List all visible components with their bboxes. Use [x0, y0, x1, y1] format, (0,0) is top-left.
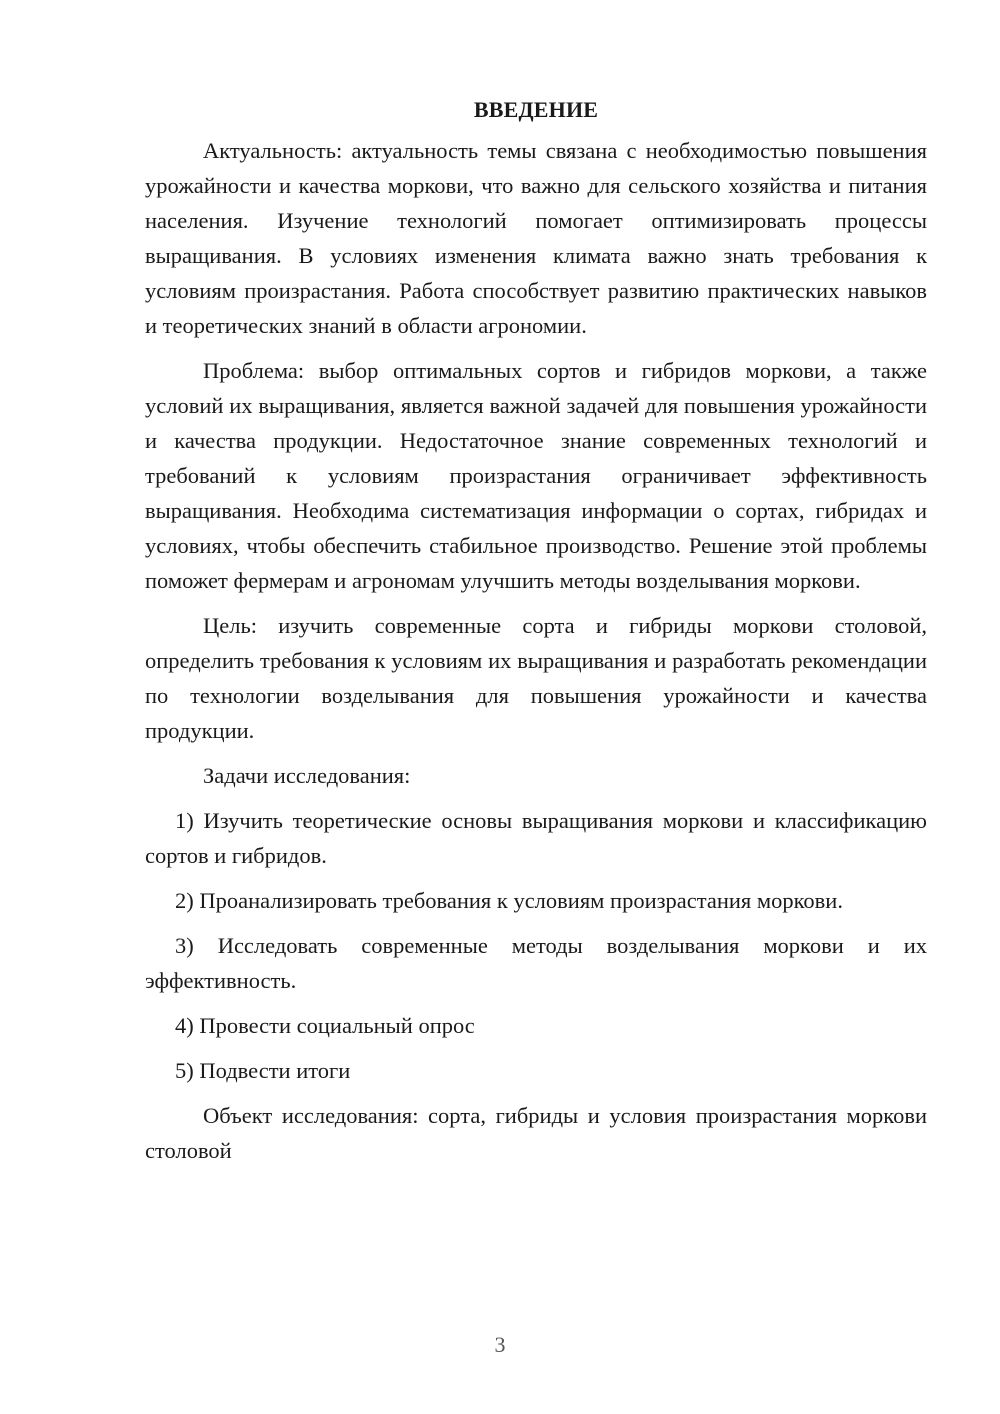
section-heading: ВВЕДЕНИЕ — [473, 97, 599, 122]
problem-paragraph: Проблема: выбор оптимальных сортов и гибридов моркови, а также условий их выращивания, является важной задачей для повышения урожайности и качества продукции. Недостаточное знание современных технологий и требований к условиям произрастания ограничивает эффективность выращивания. Необходима систематизация информации о сортах, гибридах и условиях, чтобы обеспечить стабильное производство. Решение этой проблемы поможет фермерам и агрономам улучшить методы возделывания моркови. — [145, 358, 927, 593]
object-paragraph: Объект исследования: сорта, гибриды и условия произрастания моркови столовой — [145, 1103, 927, 1163]
document-page — [145, 95, 927, 1178]
task-item-3: 3) Исследовать современные методы возделывания моркови и их эффективность. — [145, 933, 927, 993]
tasks-heading: Задачи исследования: — [203, 763, 411, 788]
goal-paragraph: Цель: изучить современные сорта и гибриды моркови столовой, определить требования к условиям их выращивания и разработать рекомендации по технологии возделывания для повышения урожайности и качества продукции. — [145, 613, 927, 743]
relevance-paragraph: Актуальность: актуальность темы связана с необходимостью повышения урожайности и качества моркови, что важно для сельского хозяйства и питания населения. Изучение технологий помогает оптимизировать процессы выращивания. В условиях изменения климата важно знать требования к условиям произрастания. Работа способствует развитию практических навыков и теоретических знаний в области агрономии. — [145, 138, 927, 338]
task-item-1: 1) Изучить теоретические основы выращивания моркови и классификацию сортов и гибридов. — [145, 808, 927, 868]
task-item-5: 5) Подвести итоги — [175, 1058, 351, 1083]
task-item-4: 4) Провести социальный опрос — [175, 1013, 475, 1038]
task-item-2: 2) Проанализировать требования к условиям произрастания моркови. — [175, 888, 843, 913]
page-number: 3 — [494, 1332, 506, 1357]
